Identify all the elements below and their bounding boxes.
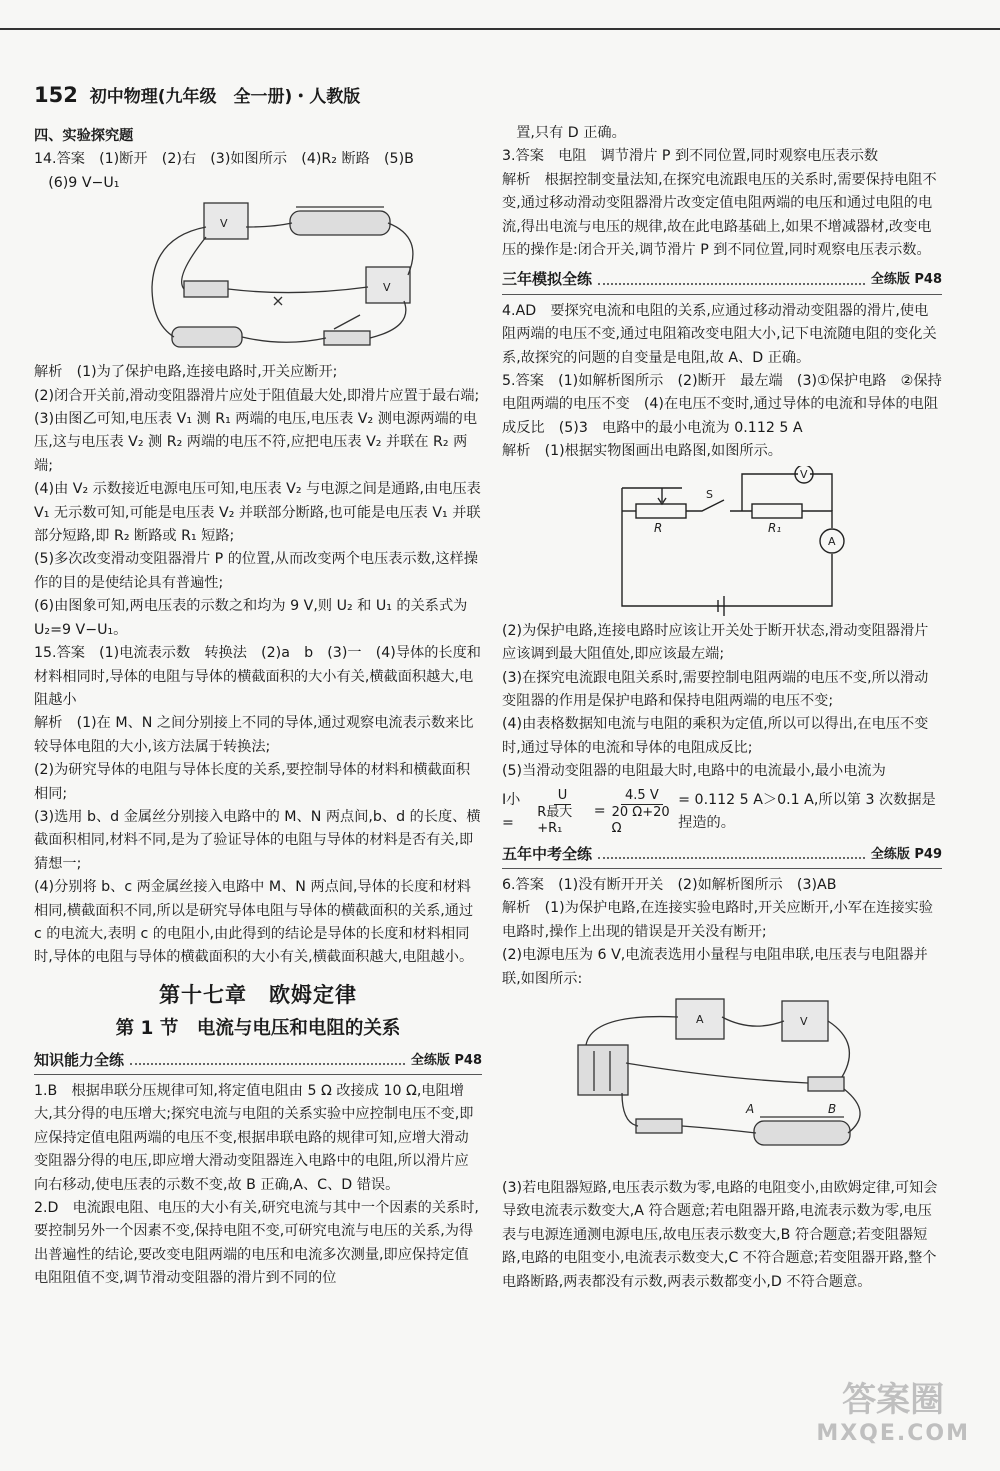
section-bar-ref: 全练版 P48 (870, 272, 942, 288)
q6-explanation-3: (3)若电阻器短路,电压表示数为零,电路的电阻变小,由欧姆定律,可知会导致电流表示数变大,A 符合题意;若电阻器开路,电流表示数为零,电压表与电源连通测电源电压,故电压表示数变大,B 符合题意;若变阻器短路,电路的电阻变小,电流表示数变大,C 不符合题意;若变阻器开路,整个电路断路,两表都没有示数,两表示数都变小,D 不符合题意。 (502, 1179, 938, 1290)
section-bar-three-year (502, 268, 942, 294)
fig-v-label-2: V (383, 281, 391, 295)
formula-denominator: 20 Ω+20 Ω (611, 804, 670, 836)
section-title: 第 1 节 电流与电压和电阻的关系 (115, 1018, 401, 1040)
q6-explanation-2: (2)电源电压为 6 V,电流表选用小量程与电阻串联,电压表与电阻器并联,如图所示: (502, 947, 928, 987)
explanation-line: (4)由 V₂ 示数接近电源电压可知,电压表 V₂ 与电源之间是通路,由电压表 V₁ 无示数可知,可能是电压表 V₂ 并联部分断路,也可能是电压表 V₁ 并联部分短路,即 R₂ 断路或 R₁ 短路; (34, 481, 481, 545)
formula-numerator: U (554, 788, 572, 805)
left-column (34, 125, 482, 1291)
q6-explanation-1: 解析 (1)为保护电路,在连接实验电路时,开关应断开,小军在连接实验电路时,操作上出现的错误是开关没有断开; (502, 900, 933, 940)
formula-lhs: I小 = (502, 791, 521, 832)
explanation-line: 解析 (1)在 M、N 之间分别接上不同的导体,通过观察电流表示数来比较导体电阻的大小,该方法属于转换法; (34, 715, 474, 755)
formula-numerator: 4.5 V (621, 788, 663, 805)
explanation-line: (4)分别将 b、c 两金属丝接入电路中 M、N 两点间,导体的长度和材料相同,横截面积不同,所以是研究导体电阻与导体的横截面积的关系,通过 c 的电流大,表明 c 的电阻小,由此得到的结论是导体的长度和材料相同时,导体的电阻与导体的横截面积的大小有关,横截面积越大,电阻越小。 (34, 879, 474, 966)
q4-answer: 4.AD 要探究电流和电阻的关系,应通过移动滑动变阻器的滑片,使电阻两端的电压不变,通过电阻箱改变电阻大小,记下电流随电阻的变化关系,故探究的问题的自变量是电阻,故 A、D 正确。 (502, 302, 937, 366)
q15-explanation (34, 712, 482, 969)
q6-answer: 6.答案 (1)没有断开开关 (2)如解析图所示 (3)AB (502, 876, 837, 893)
watermark-text: 答案圈 (842, 1380, 945, 1420)
formula-denominator: R最大+R₁ (537, 804, 573, 836)
explanation-line: 解析 (1)为了保护电路,连接电路时,开关应断开; (34, 364, 338, 381)
fig-v-label-3: V (800, 1014, 808, 1028)
explanation-line: (6)由图象可知,两电压表的示数之和均为 9 V,则 U₂ 和 U₁ 的关系式为 U₂=9 V−U₁。 (34, 598, 468, 638)
q2-answer: 2.D 电流跟电阻、电压的大小有关,研究电流与其中一个因素的关系时,要控制另外一个因素不变,保持电阻不变,可研究电流与电压的关系,为得出普遍性的结论,要改变电阻两端的电压和电流多次测量,即应保持定值电阻阻值不变,调节滑动变阻器的滑片到不同的位 (34, 1200, 479, 1287)
q1-answer: 1.B 根据串联分压规律可知,将定值电阻由 5 Ω 改接成 10 Ω,电阻增大,其分得的电压增大;探究电流与电阻的关系实验中应控制电压不变,即应保持定值电阻两端的电压不变,根据串联电路的规律可知,应增大滑动变阻器分得的电压,即应增大滑动变阻器连入电路中的电阻,所以滑片应向右移动,使电压表的示数不变,故 B 正确,A、C、D 错误。 (34, 1083, 474, 1193)
q5-explanation-intro: 解析 (1)根据实物图画出电路图,如图所示。 (502, 443, 782, 460)
top-rule (0, 28, 1000, 30)
explanation-line: (3)在探究电流跟电阻关系时,需要控制电阻两端的电压不变,所以滑动变阻器的作用是保护电路和保持电阻两端的电压不变; (502, 669, 929, 709)
formula-fraction-2 (612, 788, 673, 837)
q14-answer: 14.答案 (1)断开 (2)右 (3)如图所示 (4)R₂ 断路 (5)B (34, 151, 414, 168)
formula-result: = 0.112 5 A＞0.1 A,所以第 3 次数据是捏造的。 (678, 791, 936, 832)
q14-circuit-figure (34, 197, 474, 357)
dotted-leader (598, 275, 865, 285)
section-bar-title: 知识能力全练 (34, 1050, 125, 1069)
q14-explanation (34, 361, 482, 642)
explanation-line: (2)为保护电路,连接电路时应该让开关处于断开状态,滑动变阻器滑片应该调到最大阻值处,即应该最左端; (502, 622, 929, 663)
explanation-line: (3)由图乙可知,电压表 V₁ 测 R₁ 两端的电压,电压表 V₂ 测电源两端的电压,这与电压表 V₂ 测 R₂ 两端的电压不符,应把电压表 V₂ 并联在 R₂ 两端; (34, 411, 478, 474)
fig-point-a: A (746, 1101, 755, 1116)
section-bar-five-year (502, 843, 942, 869)
page-number: 152 (34, 83, 78, 107)
book-title: 初中物理(九年级 全一册)・人教版 (89, 87, 361, 107)
explanation-line: (3)选用 b、d 金属丝分别接入电路中的 M、N 两点间,b、d 的长度、横截面积相同,材料不同,是为了验证导体的电阻与导体的材料是否有关,即猜想一; (34, 808, 481, 872)
formula-fraction-1 (537, 788, 588, 837)
right-column (502, 122, 942, 1294)
chapter-title: 第十七章 欧姆定律 (159, 982, 357, 1007)
site-watermark (816, 1380, 970, 1451)
section-bar-ref: 全练版 P49 (870, 846, 942, 862)
explanation-line: (5)多次改变滑动变阻器滑片 P 的位置,从而改变两个电压表示数,这样操作的目的是使结论具有普遍性; (34, 551, 478, 591)
fig-point-b: B (828, 1101, 837, 1116)
dotted-leader (130, 1055, 405, 1065)
explanation-line: (4)由表格数据知电流与电阻的乘积为定值,所以可以得出,在电压不变时,通过导体的电流和导体的电阻成反比; (502, 716, 929, 756)
diagram-s-label: S (706, 487, 713, 501)
watermark-domain: MXQE.COM (816, 1421, 970, 1446)
q5-circuit-diagram (502, 466, 942, 616)
section-bar-title: 五年中考全练 (502, 844, 593, 863)
diagram-a-label: A (828, 534, 836, 548)
explanation-line: (2)闭合开关前,滑动变阻器滑片应处于阻值最大处,即滑片应置于最右端; (34, 387, 480, 404)
diagram-r1-label: R₁ (768, 520, 782, 535)
section-bar-ref: 全练版 P48 (410, 1052, 482, 1068)
page-header (34, 82, 360, 107)
diagram-r-label: R (654, 520, 663, 535)
q14-answer-cont: (6)9 V−U₁ (48, 174, 120, 191)
q15-answer: 15.答案 (1)电流表示数 转换法 (2)a b (3)一 (4)导体的长度和材料相同时,导体的电阻与导体的横截面积的大小有关,横截面积越大,电阻越小 (34, 645, 481, 708)
section-bar-knowledge (34, 1049, 482, 1075)
q5-answer: 5.答案 (1)如解析图所示 (2)断开 最左端 (3)①保护电路 ②保持电阻两端的电压不变 (4)在电压不变时,通过导体的电流和导体的电阻成反比 (5)3 电路中的最小电流为 0.112 5 A (502, 373, 942, 436)
explanation-line: (5)当滑动变阻器的电阻最大时,电路中的电流最小,最小电流为 (502, 763, 886, 780)
min-current-formula (502, 788, 942, 837)
q3-answer: 3.答案 电阻 调节滑片 P 到不同位置,同时观察电压表示数 (502, 148, 879, 165)
q6-circuit-figure (502, 993, 942, 1173)
explanation-line: (2)为研究导体的电阻与导体长度的关系,要控制导体的材料和横截面积相同; (34, 762, 471, 802)
section-bar-title: 三年模拟全练 (502, 270, 593, 289)
q3-explanation: 解析 根据控制变量法知,在探究电流跟电压的关系时,需要保持电阻不变,通过移动滑动变阻器滑片改变定值电阻两端的电压和通过电阻的电流,得出电流与电压的规律,故在此电路基础上,如果不增减器材,改变电压的操作是:闭合开关,调节滑片 P 到不同位置,同时观察电压表示数。 (502, 171, 937, 259)
dotted-leader (598, 849, 865, 859)
fig-v-label: V (220, 217, 228, 231)
fig-a-label: A (696, 1012, 704, 1026)
formula-equals: = (593, 803, 606, 820)
diagram-v-label: V (800, 467, 808, 481)
q2-answer-cont: 置,只有 D 正确。 (516, 125, 626, 141)
section-heading-4: 四、实验探究题 (34, 128, 134, 144)
